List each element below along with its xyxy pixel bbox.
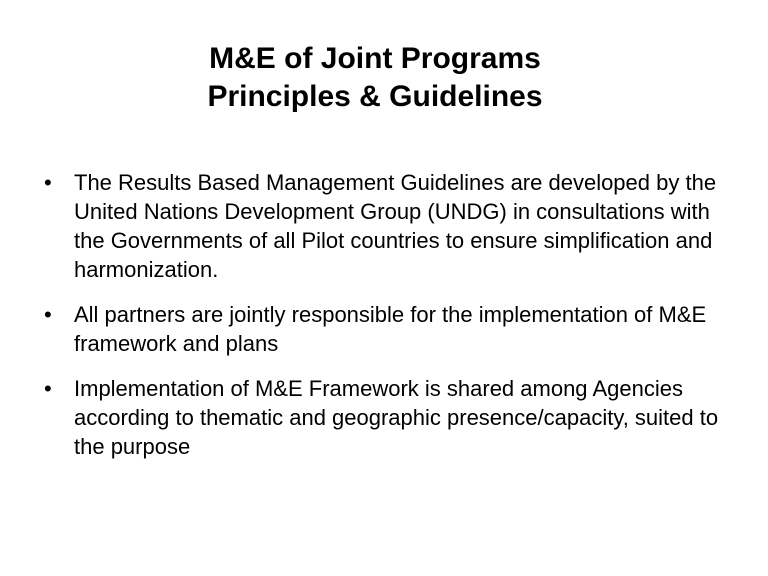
bullet-text: All partners are jointly responsible for the implementation of M&E framework and plans <box>74 302 707 356</box>
bullet-text: The Results Based Management Guidelines are developed by the United Nations Development Group (UNDG) in consultations with the Governments of all Pilot countries to ensure simplification and harmonization. <box>74 170 717 282</box>
bullet-icon: • <box>44 170 52 195</box>
bullet-item <box>40 300 740 358</box>
slide-title <box>160 40 590 116</box>
bullet-icon: • <box>44 302 52 327</box>
bullet-text: Implementation of M&E Framework is shared among Agencies according to thematic and geographic presence/capacity, suited to the purpose <box>74 376 719 459</box>
bullet-icon: • <box>44 376 52 401</box>
slide-title-line-2: Principles & Guidelines <box>207 80 543 113</box>
bullet-list <box>40 168 740 477</box>
slide-title-line-1: M&E of Joint Programs <box>209 42 541 75</box>
bullet-item <box>40 374 740 461</box>
bullet-item <box>40 168 740 284</box>
